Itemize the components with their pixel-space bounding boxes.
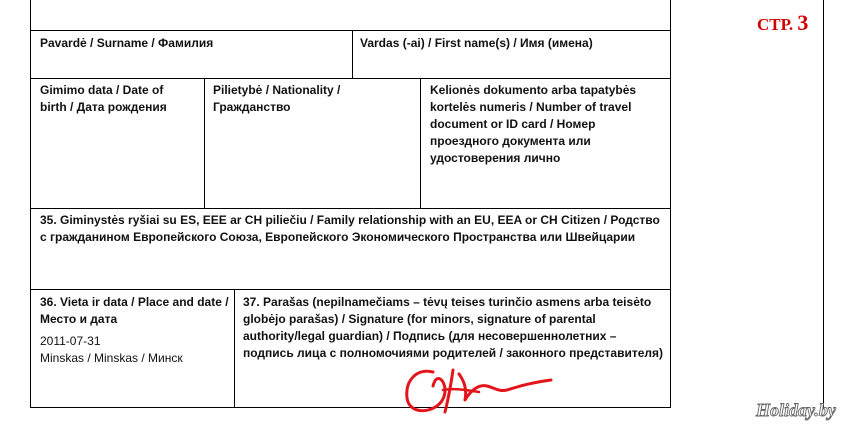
first-name-label: Vardas (-ai) / First name(s) / Имя (имена)	[360, 36, 593, 50]
col-divider-name	[352, 30, 353, 79]
place-value: Minskas / Minskas / Минск	[40, 351, 183, 365]
surname-label: Pavardė / Surname / Фамилия	[40, 36, 214, 50]
holiday-by-watermark	[752, 396, 842, 426]
family-relationship-label: 35. Giminystės ryšiai su ES, EEE ar CH piliečiu / Family relationship with an EU, EEA or CH Citizen / Родство с гражданином Европейского Союза, Европейского Экономического Пространства или Швейцарии	[40, 213, 660, 244]
page-number	[757, 10, 808, 36]
page-number-prefix: СТР.	[757, 15, 794, 34]
col-divider-nationality	[420, 78, 421, 209]
row-divider-bottom	[30, 407, 671, 408]
nationality-label: Pilietybė / Nationality / Гражданство	[213, 83, 341, 114]
col-divider-place	[234, 289, 235, 408]
watermark-text: Holiday.by	[756, 400, 836, 420]
row-divider-2	[30, 78, 671, 79]
row-divider-3	[30, 208, 671, 209]
row-divider-4	[30, 289, 671, 290]
date-value: 2011-07-31	[40, 334, 101, 348]
page-edge-line	[823, 0, 824, 408]
place-date-label: 36. Vieta ir data / Place and date / Место и дата	[40, 295, 229, 326]
form-border-left	[30, 0, 31, 408]
signature-label: 37. Parašas (nepilnamečiams – tėvų teises turinčio asmens arba teisėto globėjo parašas) / Signature (for minors, signature of parental authority/legal guardian) / Подпись (для несовершеннолетних – подпись лица с полномочиями родителей / законного представителя)	[243, 295, 664, 360]
travel-document-label: Kelionės dokumento arba tapatybės kortelės numeris / Number of travel document or ID card / Номер проездного документа или удостоверения лично	[430, 83, 637, 165]
birth-date-label: Gimimo data / Date of birth / Дата рождения	[40, 83, 167, 114]
col-divider-birth	[204, 78, 205, 209]
page-number-value: 3	[797, 10, 809, 35]
row-divider-1	[30, 30, 671, 31]
form-border-right	[670, 0, 671, 408]
handwritten-signature	[395, 360, 560, 420]
